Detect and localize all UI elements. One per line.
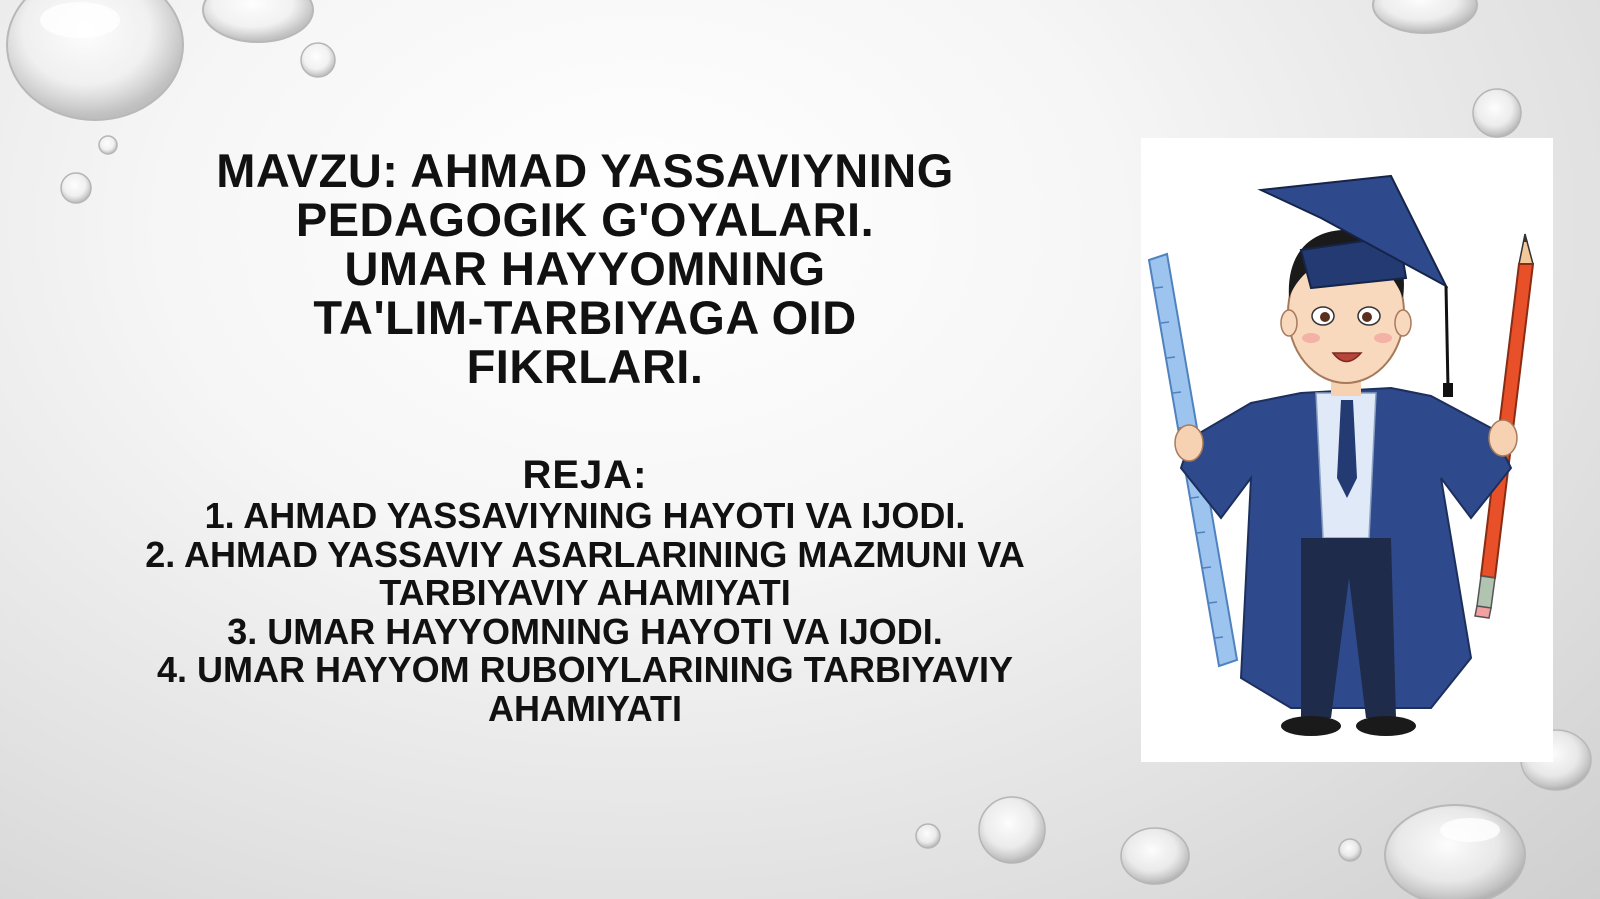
slide-title [150,146,1020,391]
water-drop [301,43,335,77]
water-drop [1473,89,1521,137]
plan-item: 3. UMAR HAYYOMNING HAYOTI VA IJODI. [227,610,943,652]
plan-item: 4. UMAR HAYYOM RUBOIYLARINING TARBIYAVIY [156,649,1014,690]
water-drop [1121,828,1189,884]
title-line: UMAR HAYYOMNING [344,242,826,295]
water-drop [7,0,183,120]
plan-item: 2. AHMAD YASSAVIY ASARLARINING MAZMUNI VA [145,533,1025,575]
water-drop [1385,805,1525,899]
title-line: MAVZU: AHMAD YASSAVIYNING [216,144,954,197]
plan-heading: REJA: [522,453,648,497]
plan-item: 1. AHMAD YASSAVIYNING HAYOTI VA IJODI. [204,495,966,536]
title-line: FIKRLARI. [466,340,704,393]
title-line: PEDAGOGIK G'OYALARI. [295,193,875,246]
water-drop [1339,839,1361,861]
plan-item: AHAMIYATI [487,687,682,729]
water-drop [203,0,313,42]
water-drop [979,797,1045,863]
title-line: TA'LIM-TARBIYAGA OID [313,291,857,344]
water-drop [916,824,940,848]
water-drop [61,173,91,203]
plan-item: TARBIYAVIY AHAMIYATI [379,572,791,613]
water-drop [99,136,117,154]
graduate-illustration [1141,138,1553,762]
plan-list [60,497,1110,728]
water-drop [1373,0,1477,33]
